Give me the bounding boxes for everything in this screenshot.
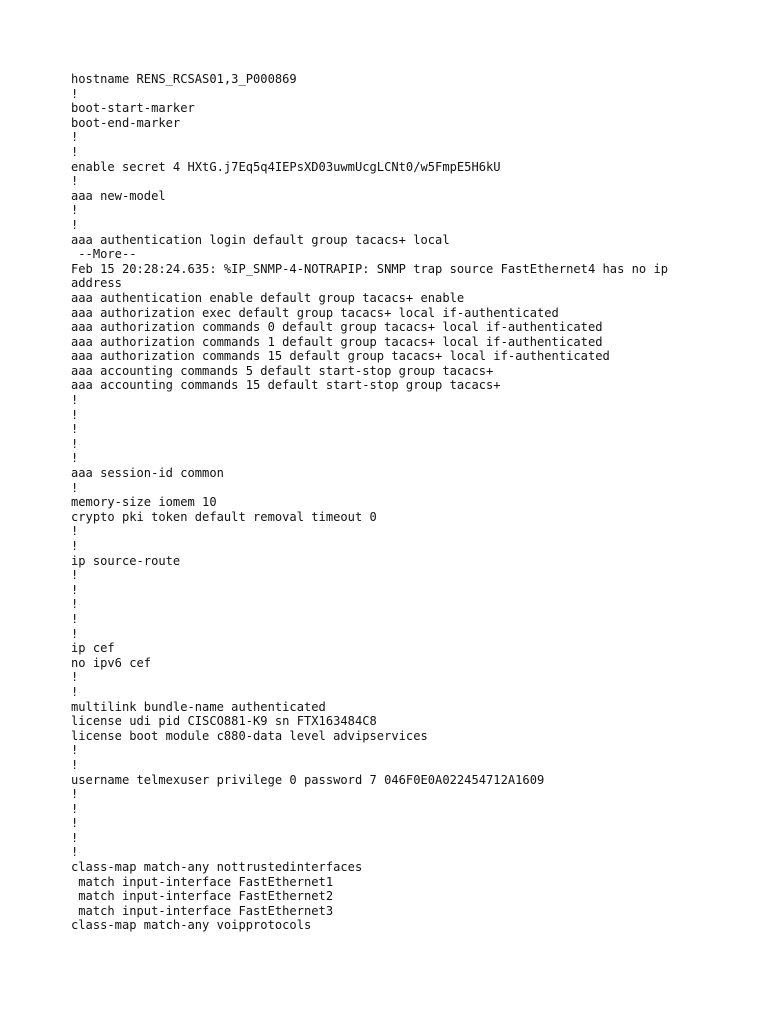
config-line: ! xyxy=(71,539,79,553)
config-line: ! xyxy=(71,480,79,495)
config-line: ! xyxy=(71,582,79,597)
config-line: ! xyxy=(71,816,79,831)
config-line: crypto pki token default removal timeout 0 xyxy=(71,509,377,524)
config-line: ! xyxy=(71,845,79,860)
router-config-text xyxy=(71,72,751,933)
config-line: aaa new-model xyxy=(71,188,166,203)
config-line: license boot module c880-data level advipservices xyxy=(71,728,428,743)
config-line: username telmexuser privilege 0 password 7 046F0E0A022454712A1609 xyxy=(71,772,545,787)
config-line: ! xyxy=(71,144,79,159)
config-line: ! xyxy=(71,597,79,612)
config-line: no ipv6 cef xyxy=(71,655,152,670)
config-line: aaa authorization commands 1 default group tacacs+ local if-authenticated xyxy=(71,334,603,349)
config-line: memory-size iomem 10 xyxy=(71,495,217,510)
config-line: ! xyxy=(71,787,79,802)
config-line: enable secret 4 HXtG.j7Eq5q4IEPsXD03uwmUcgLCNt0/w5FmpE5H6kU xyxy=(71,159,501,174)
config-line: match input-interface FastEthernet3 xyxy=(71,903,334,918)
config-line: Feb 15 20:28:24.635: %IP_SNMP-4-NOTRAPIP: SNMP trap source FastEthernet4 has no ip xyxy=(71,261,669,276)
config-line: ! xyxy=(71,568,79,583)
config-line: aaa authorization exec default group tacacs+ local if-authenticated xyxy=(71,305,559,320)
config-line: ! xyxy=(71,86,79,101)
config-line: aaa authorization commands 0 default group tacacs+ local if-authenticated xyxy=(71,320,603,335)
config-line: ip cef xyxy=(71,641,115,656)
config-line: aaa authentication login default group tacacs+ local xyxy=(71,232,450,247)
config-line: ! xyxy=(71,451,79,466)
config-line: match input-interface FastEthernet1 xyxy=(71,874,334,889)
config-line: hostname RENS_RCSAS01,3_P000869 xyxy=(71,72,297,86)
config-line: ! xyxy=(71,407,79,422)
config-line: ! xyxy=(71,393,79,408)
config-line: ! xyxy=(71,743,79,758)
config-line: aaa session-id common xyxy=(71,466,224,481)
config-line: ! xyxy=(71,801,79,816)
config-line: ! xyxy=(71,217,79,232)
config-line: aaa accounting commands 15 default start-stop group tacacs+ xyxy=(71,378,501,393)
config-line: boot-start-marker xyxy=(71,101,195,116)
config-line: aaa authentication enable default group tacacs+ enable xyxy=(71,290,465,305)
config-line: ! xyxy=(71,436,79,451)
config-line: ! xyxy=(71,203,79,218)
config-line: ! xyxy=(71,422,79,437)
config-line: class-map match-any nottrustedinterfaces xyxy=(71,860,363,875)
config-line: ! xyxy=(71,524,79,539)
config-line: ! xyxy=(71,130,79,145)
config-line: ! xyxy=(71,684,79,699)
config-line: class-map match-any voipprotocols xyxy=(71,918,312,933)
config-line: ! xyxy=(71,626,79,641)
config-line: --More-- xyxy=(71,247,137,262)
config-line: aaa accounting commands 5 default start-stop group tacacs+ xyxy=(71,363,494,378)
config-line: aaa authorization commands 15 default group tacacs+ local if-authenticated xyxy=(71,349,610,364)
config-line: address xyxy=(71,276,122,291)
config-line: ! xyxy=(71,174,79,189)
config-line: license udi pid CISCO881-K9 sn FTX163484C8 xyxy=(71,714,377,729)
config-line: ! xyxy=(71,757,79,772)
config-line: match input-interface FastEthernet2 xyxy=(71,889,334,904)
config-line: ! xyxy=(71,670,79,685)
config-line: ! xyxy=(71,611,79,626)
config-line: ip source-route xyxy=(71,553,181,568)
config-line: ! xyxy=(71,830,79,845)
config-line: multilink bundle-name authenticated xyxy=(71,699,326,714)
config-line: boot-end-marker xyxy=(71,115,181,130)
